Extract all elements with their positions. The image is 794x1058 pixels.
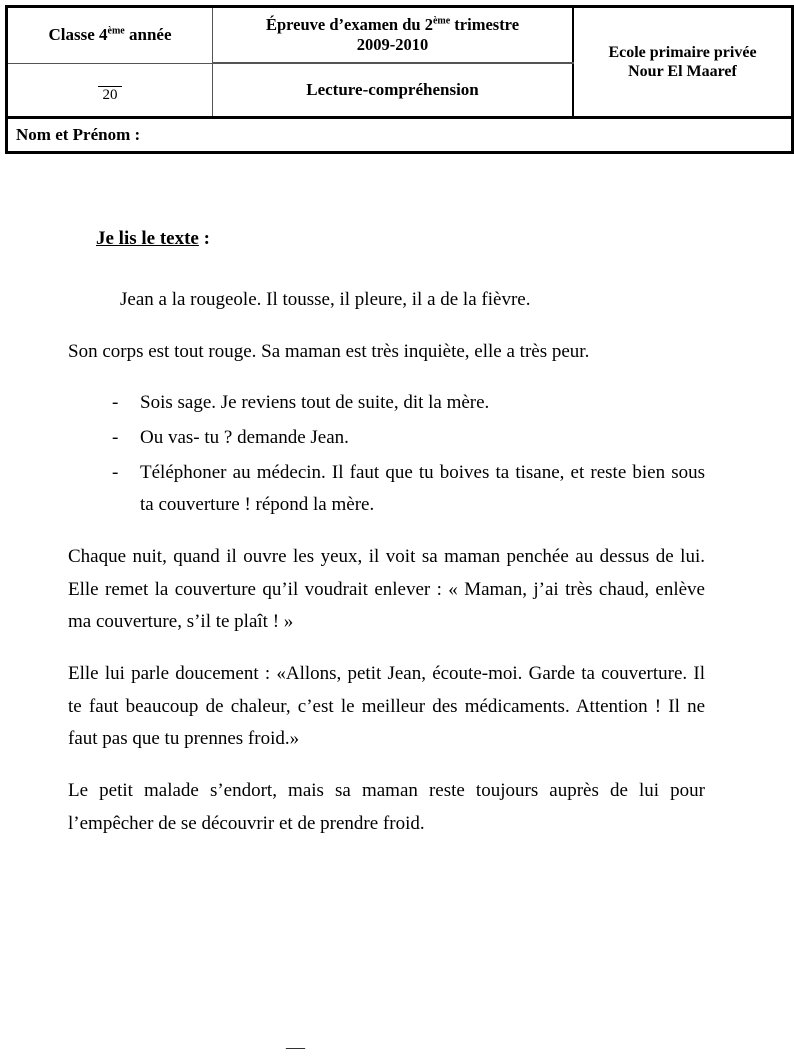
epreuve-line1-suffix: trimestre: [450, 15, 520, 35]
dialogue-list: [68, 387, 705, 522]
list-item-label: Ou vas- tu ? demande Jean.: [140, 427, 349, 449]
epreuve-line1-prefix: Épreuve d’examen du 2: [265, 15, 433, 35]
school-line2: Nour El Maaref: [628, 63, 737, 80]
score-denominator: 20: [102, 87, 118, 104]
paragraph-5: Le petit malade s’endort, mais sa maman reste toujours auprès de lui pour l’empêcher de se découvrir et de prendre froid.: [68, 780, 705, 834]
classe-ordinal-suffix: ème: [107, 25, 125, 37]
section-title-text: Je lis le texte: [96, 228, 199, 249]
school-line1: Ecole primaire privée: [608, 43, 757, 61]
list-item: [112, 387, 705, 420]
list-item-label: Sois sage. Je reviens tout de suite, dit la mère.: [140, 392, 490, 414]
exam-header-table-container: [5, 5, 765, 154]
cell-student-name[interactable]: Nom et Prénom :: [7, 118, 793, 153]
paragraph-1: Jean a la rougeole. Il tousse, il pleure, il a de la fièvre.: [120, 289, 531, 310]
table-row: [7, 118, 793, 153]
section-title-colon: :: [198, 228, 210, 249]
page-title: [96, 228, 705, 250]
list-item-label: Téléphoner au médecin. Il faut que tu boives ta tisane, et reste bien sous ta couverture ! répond la mère.: [140, 461, 705, 516]
cell-epreuve-title: [213, 7, 574, 64]
dash-marker: -: [112, 392, 119, 414]
cut-off-glyph-artifact: —: [286, 1037, 305, 1058]
classe-label-prefix: Classe 4: [48, 25, 108, 45]
dash-marker: -: [112, 427, 119, 449]
list-item: [112, 457, 705, 522]
paragraph-2: Son corps est tout rouge. Sa maman est très inquiète, elle a très peur.: [68, 340, 590, 362]
cell-subject: Lecture-compréhension: [213, 63, 574, 118]
score-fraction: [98, 75, 122, 103]
paragraph-3: Chaque nuit, quand il ouvre les yeux, il voit sa maman penchée au dessus de lui. Elle remet la couverture qu’il voudrait enlever : « Maman, j’ai très chaud, enlève ma couverture, s’il te plaît ! »: [68, 546, 705, 633]
cell-school-name: [573, 7, 793, 118]
classe-label-suffix: année: [124, 25, 172, 45]
exam-header-table: [5, 5, 794, 154]
epreuve-school-year: 2009-2010: [356, 35, 429, 54]
paragraph-4: Elle lui parle doucement : «Allons, petit Jean, écoute-moi. Garde ta couverture. Il te faut beaucoup de chaleur, c’est le meilleur des médicaments. Attention ! Il ne faut pas que tu prennes froid.»: [68, 663, 705, 750]
dash-marker: -: [112, 461, 119, 483]
cell-score: [7, 63, 213, 118]
list-item: [112, 422, 705, 455]
cell-classe: [7, 7, 213, 64]
score-numerator-blank[interactable]: [98, 75, 122, 87]
reading-passage-body: [68, 228, 705, 859]
epreuve-ordinal-suffix: ème: [432, 15, 451, 27]
table-row: [7, 7, 793, 64]
